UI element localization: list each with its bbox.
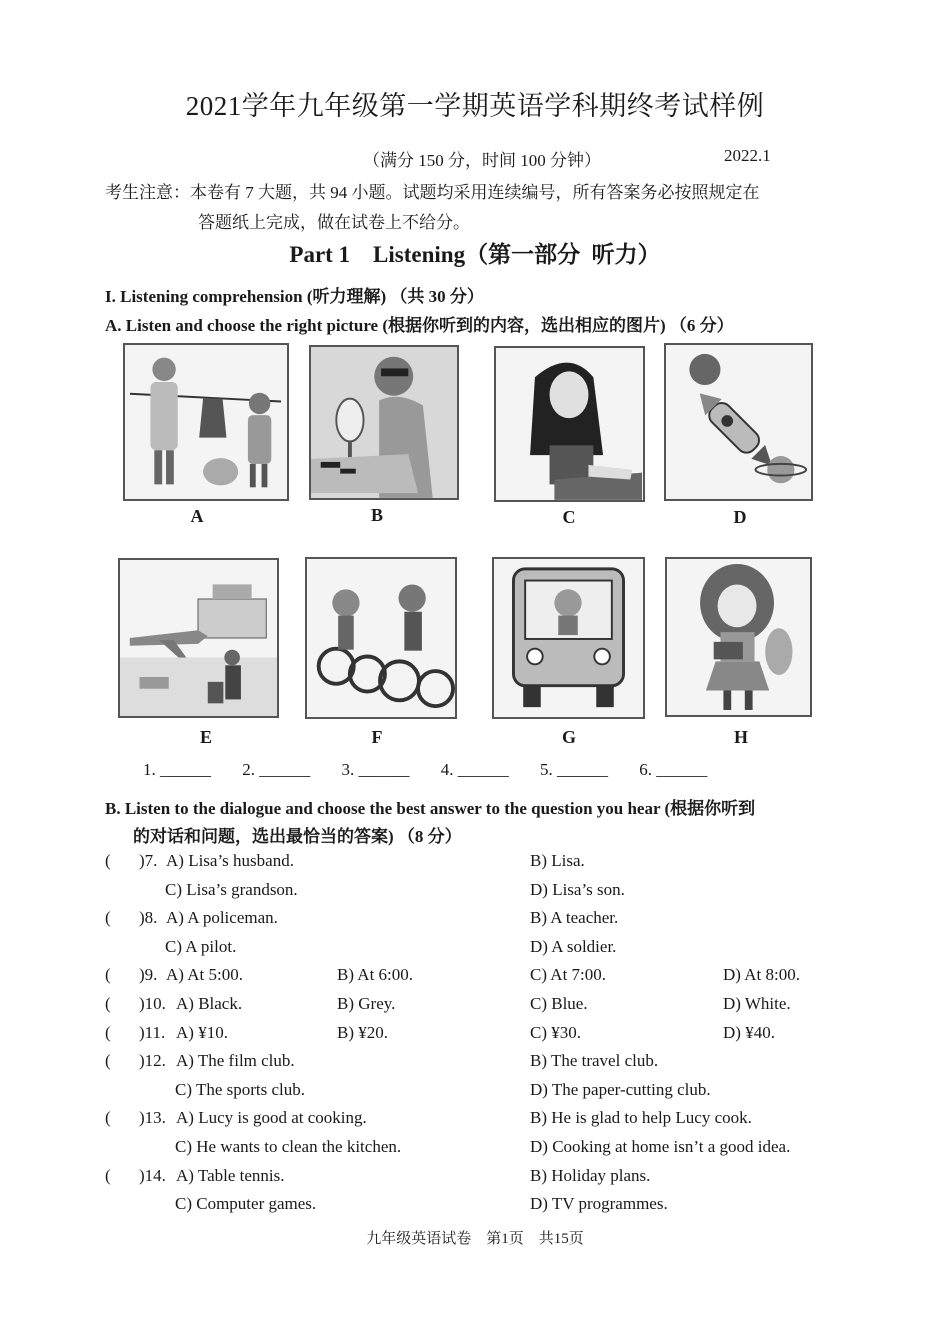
- page-footer: 九年级英语试卷 第1页 共15页: [366, 1231, 584, 1247]
- picture-a: [123, 343, 289, 501]
- option-b[interactable]: B) Grey.: [337, 994, 396, 1013]
- answer-bracket[interactable]: (: [105, 908, 111, 928]
- option-b[interactable]: B) Lisa.: [530, 851, 585, 870]
- blank-1[interactable]: 1. ______: [143, 760, 211, 779]
- option-a[interactable]: A) At 5:00.: [166, 965, 243, 985]
- option-d[interactable]: D) White.: [723, 994, 791, 1013]
- answer-bracket[interactable]: (: [105, 994, 111, 1013]
- option-d[interactable]: D) The paper-cutting club.: [530, 1079, 711, 1099]
- option-d[interactable]: D) TV programmes.: [530, 1194, 668, 1214]
- blank-2[interactable]: 2. ______: [242, 760, 311, 779]
- question-number: )13.: [139, 1108, 166, 1128]
- section-i-heading: I. Listening comprehension (听力理解) （共 30 分）: [105, 287, 484, 306]
- option-b[interactable]: B) At 6:00.: [337, 965, 414, 985]
- option-a[interactable]: A) The film club.: [176, 1051, 295, 1071]
- answer-bracket[interactable]: (: [105, 1165, 111, 1185]
- option-b[interactable]: B) ¥20.: [337, 1022, 388, 1042]
- airport-scene-icon: [120, 560, 277, 716]
- girl-sitting-scene-icon: [496, 348, 643, 500]
- picture-g: [492, 557, 645, 719]
- woman-mirror-scene-icon: [311, 347, 457, 498]
- option-c[interactable]: C) Blue.: [530, 994, 588, 1013]
- question-number: )12.: [139, 1051, 166, 1071]
- girl-books-scene-icon: [667, 559, 810, 715]
- answer-bracket[interactable]: (: [105, 1108, 111, 1128]
- option-d[interactable]: D) At 8:00.: [723, 965, 800, 985]
- kids-cycling-scene-icon: [307, 559, 455, 717]
- option-d[interactable]: D) ¥40.: [723, 1022, 775, 1042]
- picture-label-f: F: [371, 727, 383, 747]
- picture-e: [118, 558, 279, 718]
- picture-label-c: C: [562, 507, 576, 527]
- question-number: )10.: [139, 994, 166, 1013]
- option-c[interactable]: C) ¥30.: [530, 1022, 581, 1042]
- bus-driver-scene-icon: [494, 559, 643, 717]
- option-a[interactable]: A) Lucy is good at cooking.: [176, 1108, 367, 1128]
- blank-6[interactable]: 6. ______: [639, 760, 708, 779]
- picture-c: [494, 346, 645, 502]
- clothes-line-scene-icon: [125, 345, 287, 499]
- notice-line-1: 考生注意：本卷有 7 大题，共 94 小题。试题均采用连续编号，所有答案务必按照规定在: [105, 183, 760, 202]
- exam-date: 2022.1: [724, 146, 771, 165]
- option-b[interactable]: B) He is glad to help Lucy cook.: [530, 1108, 752, 1128]
- picture-label-b: B: [370, 505, 383, 525]
- option-d[interactable]: D) Lisa’s son.: [530, 879, 625, 899]
- option-c[interactable]: C) He wants to clean the kitchen.: [175, 1137, 402, 1156]
- picture-label-a: A: [190, 506, 204, 526]
- option-b[interactable]: B) The travel club.: [530, 1051, 659, 1071]
- blank-4[interactable]: 4. ______: [440, 760, 509, 779]
- option-c[interactable]: C) Lisa’s grandson.: [165, 879, 298, 899]
- option-b[interactable]: B) Holiday plans.: [530, 1165, 651, 1185]
- notice: [105, 178, 865, 238]
- score-time-note: （满分 150 分，时间 100 分钟）: [363, 151, 601, 170]
- answer-bracket[interactable]: (: [105, 1051, 111, 1071]
- answer-bracket[interactable]: (: [105, 965, 111, 985]
- option-b[interactable]: B) A teacher.: [530, 908, 619, 928]
- answer-blanks: [143, 760, 734, 780]
- answer-bracket[interactable]: (: [105, 851, 111, 870]
- blank-5[interactable]: 5. ______: [540, 760, 608, 779]
- notice-line-2: 答题纸上完成，做在试卷上不给分。: [198, 213, 470, 232]
- section-a-heading: A. Listen and choose the right picture (根据你听到的内容，选出相应的图片) （6 分）: [105, 316, 734, 335]
- option-c[interactable]: C) A pilot.: [165, 936, 237, 956]
- question-number: )7.: [139, 851, 158, 870]
- blank-3[interactable]: 3. ______: [341, 760, 410, 779]
- option-d[interactable]: D) A soldier.: [530, 936, 617, 956]
- section-b-heading-line-1: B. Listen to the dialogue and choose the best answer to the question you hear (根据你听到: [105, 799, 756, 818]
- question-number: )11.: [139, 1022, 166, 1042]
- picture-label-g: G: [561, 727, 576, 747]
- option-a[interactable]: A) Lisa’s husband.: [166, 851, 294, 870]
- option-a[interactable]: A) Black.: [176, 994, 243, 1013]
- picture-b: [309, 345, 459, 500]
- exam-title: 2021学年九年级第一学期英语学科期终考试样例: [185, 91, 765, 121]
- picture-label-e: E: [199, 727, 212, 747]
- question-number: )8.: [139, 908, 158, 928]
- option-c[interactable]: C) The sports club.: [175, 1079, 306, 1099]
- option-c[interactable]: C) At 7:00.: [530, 965, 607, 985]
- question-number: )14.: [139, 1165, 166, 1185]
- picture-label-h: H: [733, 727, 748, 747]
- question-number: )9.: [139, 965, 158, 985]
- section-b-heading-line-2: 的对话和问题，选出最恰当的答案) （8 分）: [133, 827, 462, 846]
- option-d[interactable]: D) Cooking at home isn’t a good idea.: [530, 1137, 791, 1156]
- option-a[interactable]: A) ¥10.: [176, 1022, 228, 1042]
- option-a[interactable]: A) Table tennis.: [176, 1165, 285, 1185]
- rocket-planets-scene-icon: [666, 345, 811, 499]
- part-title: Part 1 Listening（第一部分 听力）: [289, 242, 661, 267]
- answer-bracket[interactable]: (: [105, 1022, 111, 1042]
- option-c[interactable]: C) Computer games.: [175, 1194, 317, 1214]
- picture-d: [664, 343, 813, 501]
- option-a[interactable]: A) A policeman.: [166, 908, 278, 928]
- picture-label-d: D: [733, 507, 747, 527]
- picture-f: [305, 557, 457, 719]
- picture-h: [665, 557, 812, 717]
